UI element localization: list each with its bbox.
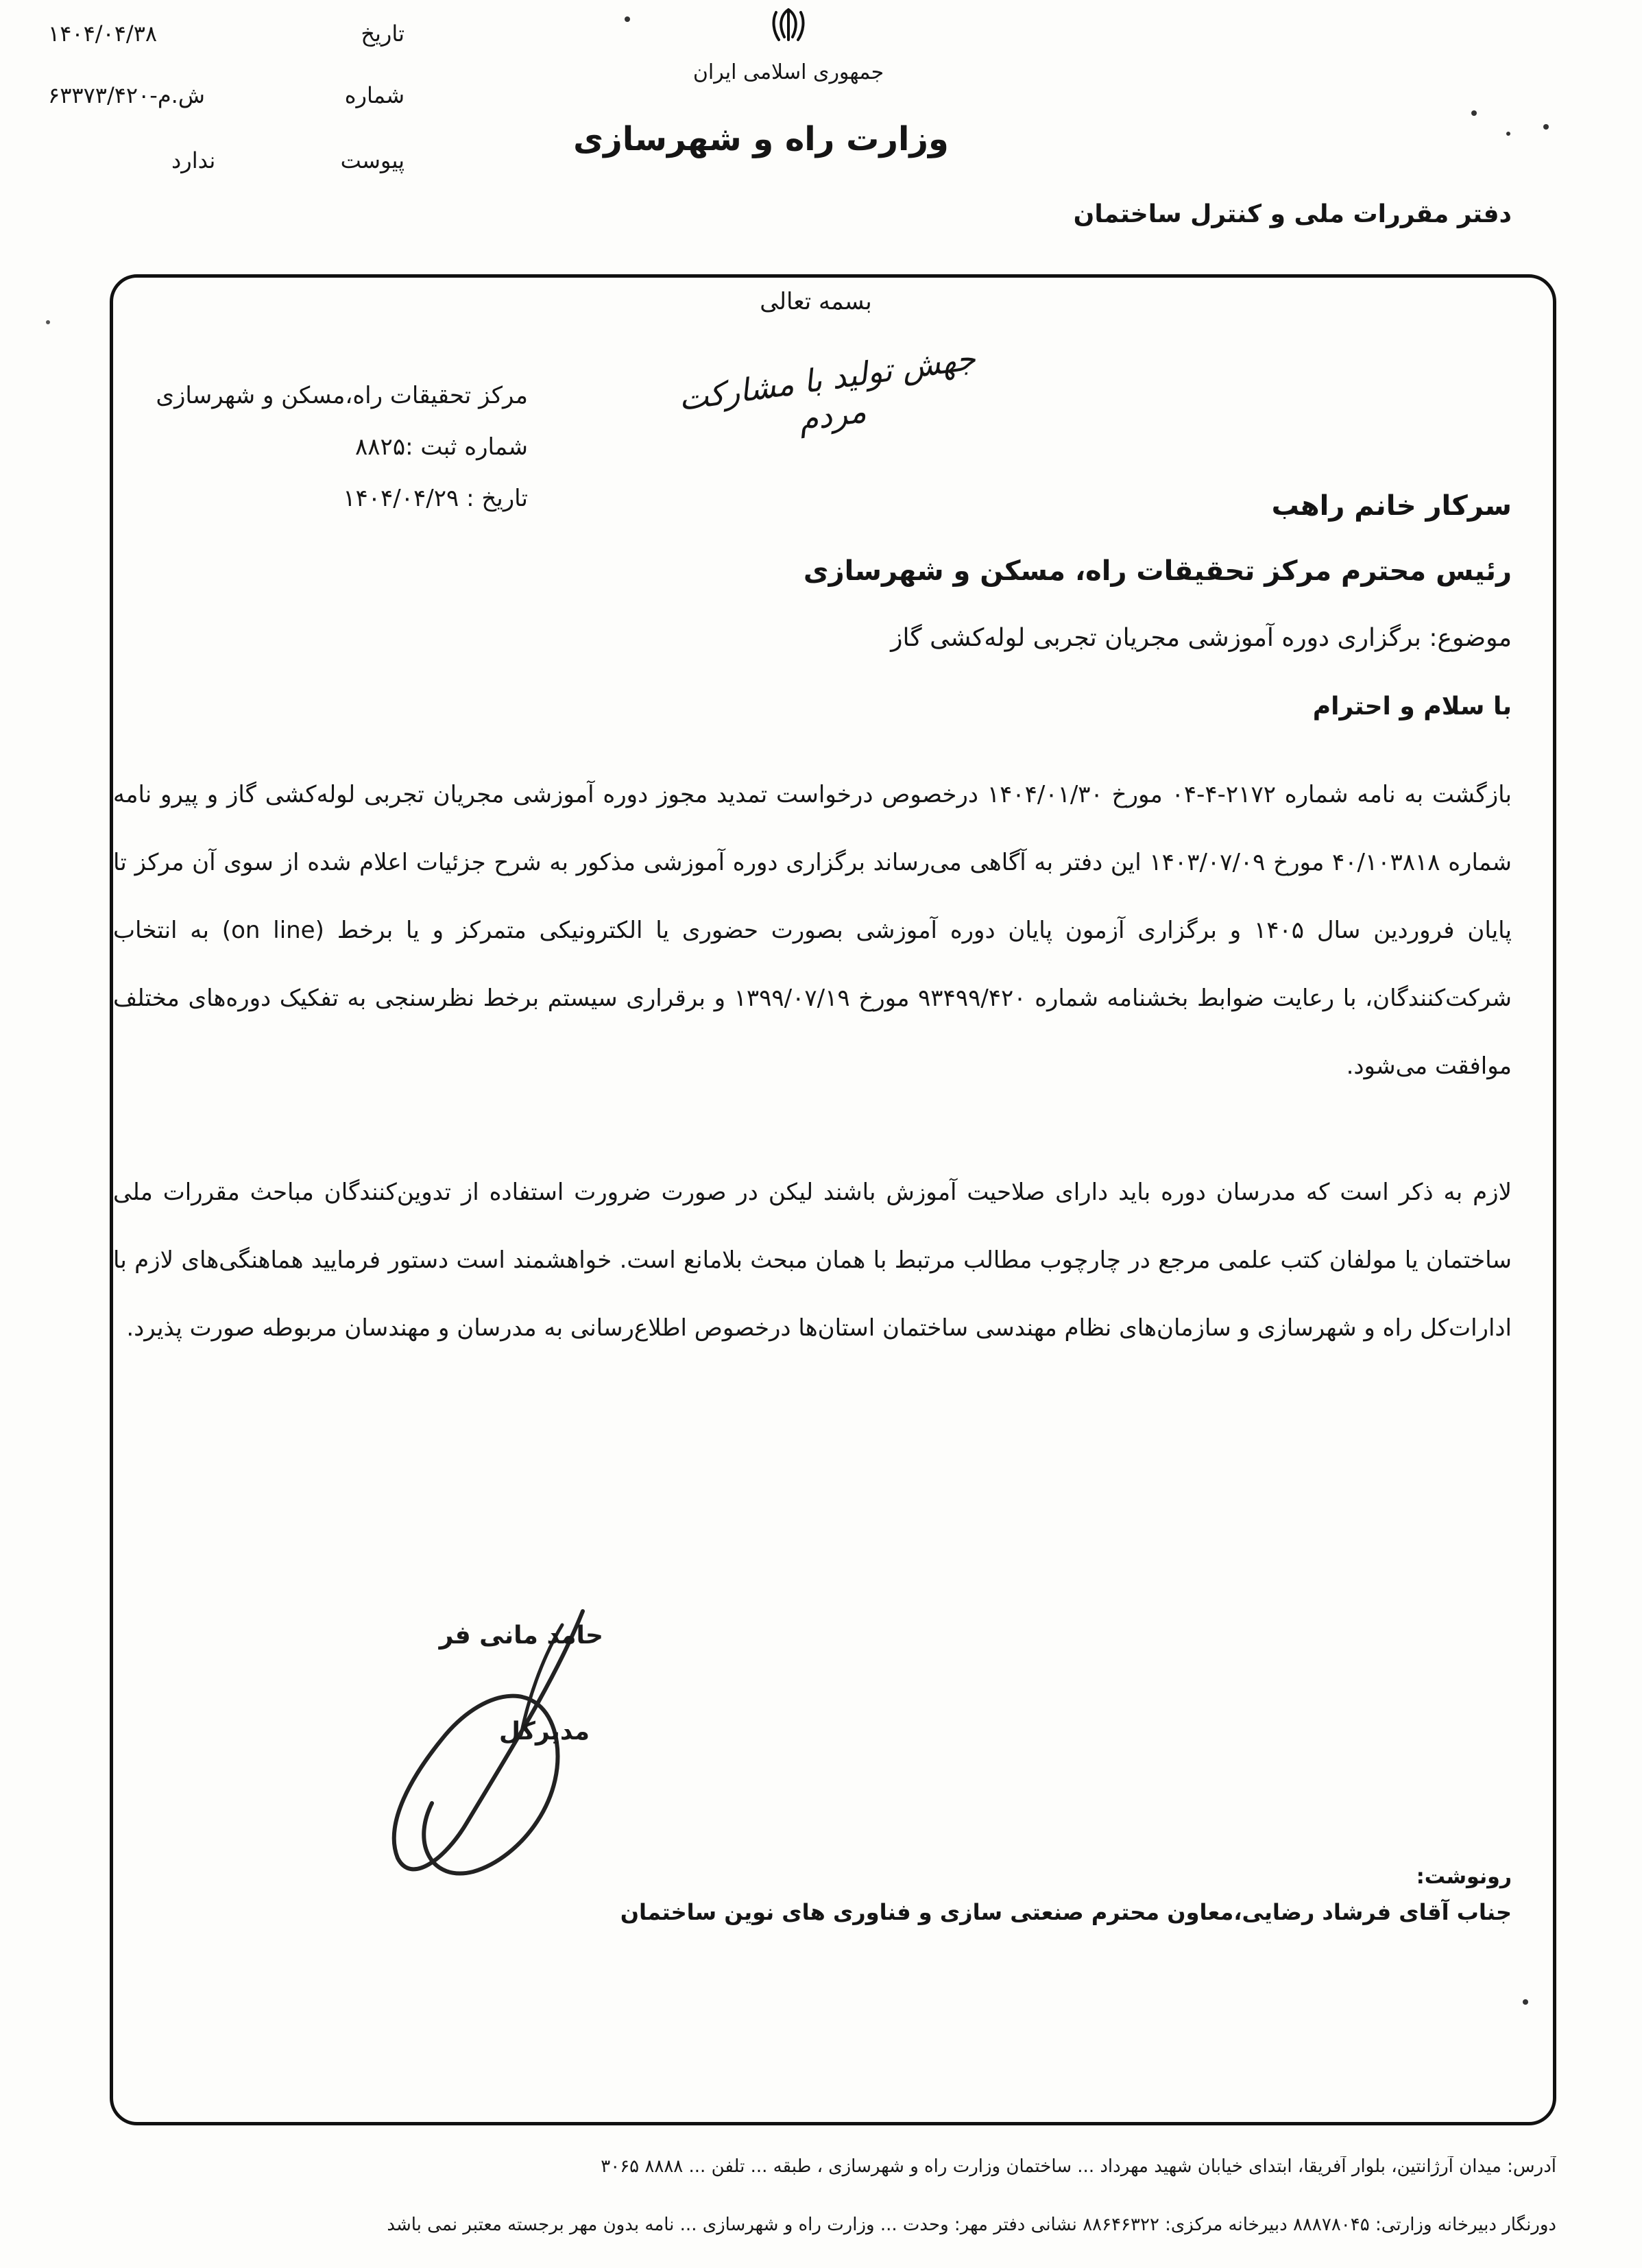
ministry-title: وزارت راه و شهرسازی [573, 120, 949, 158]
receipt-stamp [62, 370, 528, 524]
signature-name: حامد مانی فر [439, 1621, 603, 1650]
cc-recipient: جناب آقای فرشاد رضایی،معاون محترم صنعتی سازی و فناوری های نوین ساختمان [620, 1899, 1512, 1925]
meta-number-value: ۶۳۳۷۳/۴۲۰-ش.م [48, 82, 205, 108]
footer-address: آدرس: میدان آرژانتین، بلوار آفریقا، ابتدای خیابان شهید مهرداد ... ساختمان وزارت راه و شهرسازی ، طبقه ... تلفن ... ۸۸۸۸ ۳۰۶۵ [601, 2156, 1556, 2177]
meta-attachment-value: ندارد [171, 147, 216, 173]
iran-emblem-icon [761, 5, 816, 47]
addressee-name: سرکار خانم راهب [1271, 490, 1512, 522]
body-paragraph-1: بازگشت به نامه شماره ۲۱۷۲-۴-۰۴ مورخ ۱۴۰۴/۰۱/۳۰ درخصوص درخواست تمدید مجوز دوره آموزشی مجریان تجربی لوله‌کشی گاز و پیرو نامه شماره ۴۰/۱۰۳۸۱۸ مورخ ۱۴۰۳/۰۷/۰۹ این دفتر به آگاهی می‌رساند برگزاری دوره آموزشی مذکور به شرح جزئیات اعلام شده از سوی آن مرکز تا پایان فروردین سال ۱۴۰۵ و برگزاری آزمون پایان دوره آموزشی بصورت حضوری یا الکترونیکی متمرکز و یا برخط (on line) به انتخاب شرکت‌کنندگان، با رعایت ضوابط بخشنامه شماره ۹۳۴۹۹/۴۲۰ مورخ ۱۳۹۹/۰۷/۱۹ و برقراری سیستم برخط نظرسنجی به تفکیک دوره‌های مختلف موافقت می‌شود. [113, 781, 1512, 1080]
office-title: دفتر مقررات ملی و کنترل ساختمان [1073, 200, 1512, 228]
meta-date-label: تاریخ [361, 21, 405, 47]
footer-contacts: دورنگار دبیرخانه وزارتی: ۸۸۸۷۸۰۴۵ دبیرخانه مرکزی: ۸۸۶۴۶۳۲۲ نشانی دفتر مهر: وحدت ... وزارت راه و شهرسازی ... نامه بدون مهر برجسته معتبر نمی باشد [387, 2215, 1556, 2235]
slogan [676, 339, 980, 439]
meta-date-value: ۱۴۰۴/۰۴/۳۸ [48, 21, 158, 47]
republic-title: جمهوری اسلامی ایران [692, 60, 884, 84]
bismillah: بسمه تعالی [760, 288, 872, 315]
meta-number-label: شماره [344, 82, 405, 108]
slogan-text: جهش تولید با مشارکت مردم [676, 339, 978, 439]
signature-title: مدیرکل [498, 1717, 590, 1746]
subject-line: موضوع: برگزاری دوره آموزشی مجریان تجربی لوله‌کشی گاز [891, 624, 1512, 652]
meta-number [48, 82, 405, 120]
meta-attachment [48, 147, 405, 185]
body-paragraph-2: لازم به ذکر است که مدرسان دوره باید دارای صلاحیت آموزش باشند لیکن در صورت ضرورت استفاده از تدوین‌کنندگان مباحث مقررات ملی ساختمان یا مولفان کتب علمی مرجع در چارچوب مطالب مرتبط با همان مبحث بلامانع است. خواهشمند است دستور فرمایید هماهنگی‌های لازم با ادارات‌کل راه و شهرسازی و سازمان‌های نظام مهندسی ساختمان استان‌ها درخصوص اطلاع‌رسانی به مدرسان و مهندسان مربوطه صورت پذیرد. [113, 1179, 1512, 1342]
meta-date [48, 21, 405, 58]
addressee-title: رئیس محترم مرکز تحقیقات راه، مسکن و شهرسازی [803, 555, 1512, 587]
receipt-org: مرکز تحقیقات راه،مسکن و شهرسازی [156, 382, 528, 409]
cc-label: رونوشت: [1416, 1865, 1512, 1889]
receipt-reg-number: شماره ثبت :۸۸۲۵ [355, 433, 528, 461]
meta-attachment-label: پیوست [340, 147, 405, 173]
greeting: با سلام و احترام [1312, 692, 1512, 721]
receipt-date: تاریخ : ۱۴۰۴/۰۴/۲۹ [343, 485, 528, 512]
